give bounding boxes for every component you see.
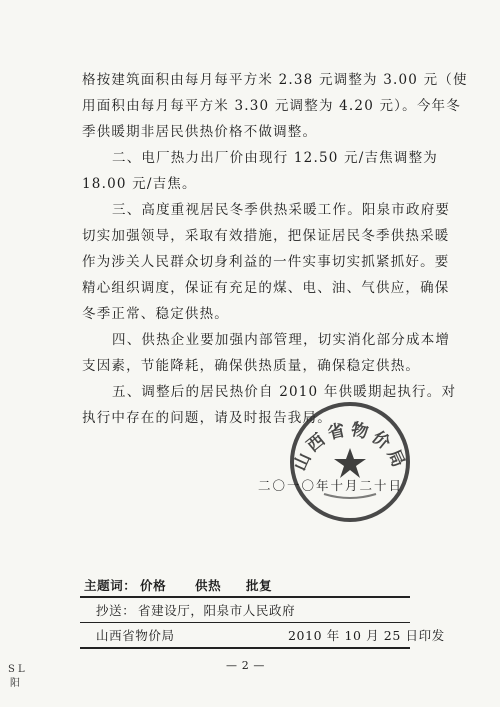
margin-mark: S L bbox=[8, 664, 25, 675]
divider-line bbox=[80, 647, 410, 649]
body-line: 作为涉关人民群众切身利益的一件实事切实抓紧抓好。要 bbox=[82, 254, 450, 270]
page-number: — 2 — bbox=[226, 659, 265, 672]
issue-date: 2010 年 10 月 25 日印发 bbox=[288, 628, 445, 643]
body-line: 二、电厂热力出厂价由现行 12.50 元/吉焦调整为 bbox=[112, 150, 438, 166]
body-line: 执行中存在的问题，请及时报告我局。 bbox=[82, 410, 332, 426]
body-line: 切实加强领导，采取有效措施，把保证居民冬季供热采暖 bbox=[82, 228, 450, 244]
body-line: 格按建筑面积由每月每平方米 2.38 元调整为 3.00 元（使 bbox=[82, 72, 468, 88]
svg-text:山西省物价局: 山西省物价局 bbox=[290, 419, 410, 475]
date-line: 二〇一〇年十月二十日 bbox=[258, 478, 404, 493]
body-line: 四、供热企业要加强内部管理，切实消化部分成本增 bbox=[112, 332, 451, 348]
body-line: 季供暖期非居民供热价格不做调整。 bbox=[82, 124, 318, 140]
body-line: 三、高度重视居民冬季供热采暖工作。阳泉市政府要 bbox=[112, 202, 451, 218]
cc-label: 抄送： bbox=[96, 603, 136, 618]
body-line: 用面积由每月每平方米 3.30 元调整为 4.20 元）。今年冬 bbox=[82, 98, 461, 114]
body-line: 冬季正常、稳定供热。 bbox=[82, 306, 229, 322]
divider-line bbox=[80, 596, 410, 598]
body-line: 18.00 元/吉焦。 bbox=[82, 176, 197, 192]
body-line: 五、调整后的居民热价自 2010 年供暖期起执行。对 bbox=[112, 384, 457, 400]
subject-label: 主题词： bbox=[84, 578, 137, 593]
subject-word: 价格 bbox=[140, 578, 167, 593]
official-seal-stamp bbox=[286, 398, 414, 526]
cc-value: 省建设厅，阳泉市人民政府 bbox=[138, 603, 296, 618]
issuer: 山西省物价局 bbox=[96, 628, 175, 643]
subject-word: 供热 bbox=[195, 578, 222, 593]
body-line: 精心组织调度，保证有充足的煤、电、油、气供应，确保 bbox=[82, 280, 450, 296]
body-line: 支因素，节能降耗，确保供热质量，确保稳定供热。 bbox=[82, 358, 421, 374]
margin-mark: 阳 bbox=[10, 678, 20, 689]
subject-word: 批复 bbox=[246, 578, 273, 593]
divider-line bbox=[80, 622, 410, 623]
